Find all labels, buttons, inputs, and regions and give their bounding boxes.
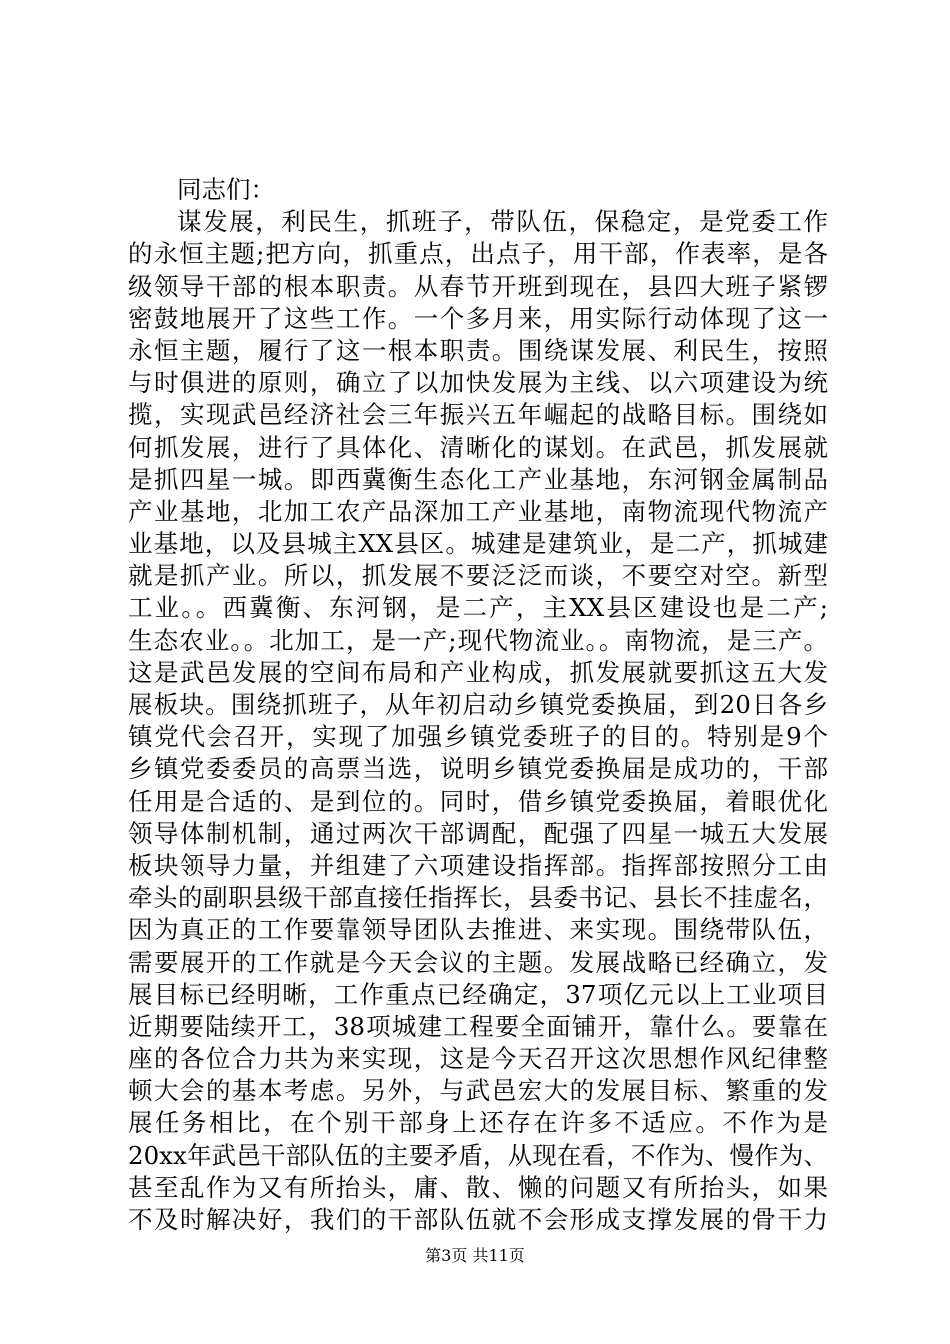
- text-line: 不及时解决好，我们的干部队伍就不会形成支撑发展的骨干力: [128, 1205, 828, 1234]
- text-line: 揽，实现武邑经济社会三年振兴五年崛起的战略目标。围绕如: [128, 400, 828, 430]
- text-line: 的永恒主题;把方向，抓重点，出点子，用干部，作表率，是各: [128, 239, 828, 269]
- text-line: 与时俱进的原则，确立了以加快发展为主线、以六项建设为统: [128, 368, 828, 398]
- text-line: 这是武邑发展的空间布局和产业构成，抓发展就要抓这五大发: [128, 657, 828, 687]
- text-line: 顿大会的基本考虑。另外，与武邑宏大的发展目标、繁重的发: [128, 1076, 828, 1106]
- text-line: 工业。。西冀衡、东河钢，是二产，主XX县区建设也是二产;: [128, 593, 828, 623]
- text-line: 展目标已经明晰，工作重点已经确定，37项亿元以上工业项目: [128, 979, 828, 1009]
- salutation-line: 同志们：: [177, 175, 275, 204]
- text-line: 业基地，以及县城主XX县区。城建是建筑业，是二产，抓城建: [128, 529, 828, 559]
- text-line: 何抓发展，进行了具体化、清晰化的谋划。在武邑，抓发展就: [128, 432, 828, 462]
- text-line: 产业基地，北加工农产品深加工产业基地，南物流现代物流产: [128, 496, 828, 526]
- text-line: 谋发展，利民生，抓班子，带队伍，保稳定，是党委工作: [177, 207, 828, 237]
- text-line: 乡镇党委委员的高票当选，说明乡镇党委换届是成功的，干部: [128, 754, 828, 784]
- text-line: 镇党代会召开，实现了加强乡镇党委班子的目的。特别是9个: [128, 722, 828, 752]
- body-text: [128, 174, 828, 1236]
- text-line: 永恒主题，履行了这一根本职责。围绕谋发展、利民生，按照: [128, 335, 828, 365]
- text-line: 生态农业。。北加工，是一产;现代物流业。。南物流，是三产。: [128, 625, 828, 655]
- text-line: 就是抓产业。所以，抓发展不要泛泛而谈，不要空对空。新型: [128, 561, 828, 591]
- text-line: 甚至乱作为又有所抬头，庸、散、懒的问题又有所抬头，如果: [128, 1172, 828, 1202]
- text-line: 领导体制机制，通过两次干部调配，配强了四星一城五大发展: [128, 818, 828, 848]
- text-line: 近期要陆续开工，38项城建工程要全面铺开，靠什么。要靠在: [128, 1011, 828, 1041]
- text-line: 因为真正的工作要靠领导团队去推进、来实现。围绕带队伍，: [128, 915, 828, 945]
- text-line: 牵头的副职县级干部直接任指挥长，县委书记、县长不挂虚名，: [128, 883, 828, 913]
- text-line: 座的各位合力共为来实现，这是今天召开这次思想作风纪律整: [128, 1044, 828, 1074]
- text-line: 展任务相比，在个别干部身上还存在许多不适应。不作为是: [128, 1108, 828, 1138]
- text-line: 任用是合适的、是到位的。同时，借乡镇党委换届，着眼优化: [128, 786, 828, 816]
- text-line: 是抓四星一城。即西冀衡生态化工产业基地，东河钢金属制品: [128, 464, 828, 494]
- text-line: 级领导干部的根本职责。从春节开班到现在，县四大班子紧锣: [128, 271, 828, 301]
- text-line: 展板块。围绕抓班子，从年初启动乡镇党委换届，到20日各乡: [128, 690, 828, 719]
- page-number-footer: 第3页 共11页: [425, 1246, 525, 1265]
- text-line: 需要展开的工作就是今天会议的主题。发展战略已经确立，发: [128, 947, 828, 977]
- text-line: 密鼓地展开了这些工作。一个多月来，用实际行动体现了这一: [128, 303, 828, 333]
- text-line: 20xx年武邑干部队伍的主要矛盾，从现在看，不作为、慢作为、: [128, 1140, 828, 1170]
- text-line: 板块领导力量，并组建了六项建设指挥部。指挥部按照分工由: [128, 850, 828, 880]
